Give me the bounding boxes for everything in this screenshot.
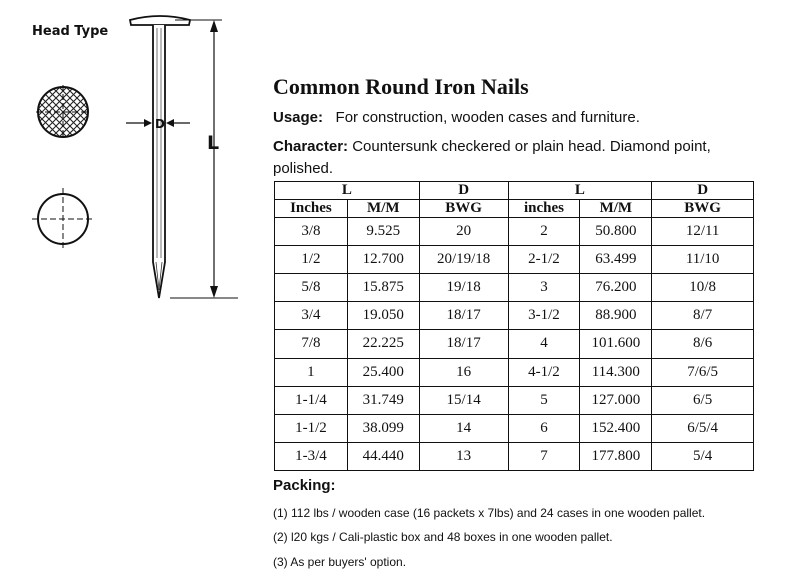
table-cell: 31.749 <box>347 386 419 414</box>
nail-side-view <box>130 16 190 298</box>
group-header-diameter-1: D <box>419 182 508 200</box>
table-cell: 6/5 <box>652 386 754 414</box>
checkered-head-view <box>36 85 90 139</box>
table-cell: 7/8 <box>275 330 348 358</box>
table-cell: 7 <box>508 442 580 470</box>
usage-line <box>273 108 640 128</box>
table-cell: 44.440 <box>347 442 419 470</box>
page-title: Common Round Iron Nails <box>273 74 529 99</box>
table-cell: 18/17 <box>419 330 508 358</box>
table-cell: 18/17 <box>419 302 508 330</box>
column-header: inches <box>508 200 580 218</box>
table-cell: 11/10 <box>652 246 754 274</box>
table-cell: 152.400 <box>580 414 652 442</box>
table-cell: 76.200 <box>580 274 652 302</box>
diameter-label: D <box>155 117 165 131</box>
column-header: Inches <box>275 200 348 218</box>
table-row <box>275 218 754 246</box>
table-cell: 22.225 <box>347 330 419 358</box>
table-cell: 9.525 <box>347 218 419 246</box>
table-cell: 4 <box>508 330 580 358</box>
packing-label: Packing: <box>273 477 336 494</box>
group-header-diameter-2: D <box>652 182 754 200</box>
table-cell: 5 <box>508 386 580 414</box>
group-header-length-2: L <box>508 182 652 200</box>
table-cell: 3-1/2 <box>508 302 580 330</box>
table-cell: 63.499 <box>580 246 652 274</box>
table-cell: 1/2 <box>275 246 348 274</box>
table-cell: 10/8 <box>652 274 754 302</box>
table-cell: 8/6 <box>652 330 754 358</box>
usage-label: Usage: <box>273 109 324 126</box>
table-cell: 2 <box>508 218 580 246</box>
length-label: L <box>207 132 220 154</box>
packing-item: (1) 112 lbs / wooden case (16 packets x 7lbs) and 24 cases in one wooden pallet. <box>273 506 706 520</box>
usage-text: For construction, wooden cases and furniture. <box>335 109 640 126</box>
table-cell: 7/6/5 <box>652 358 754 386</box>
character-line <box>273 136 763 180</box>
table-cell: 1 <box>275 358 348 386</box>
table-cell: 12/11 <box>652 218 754 246</box>
table-cell: 15/14 <box>419 386 508 414</box>
character-label: Character: <box>273 138 349 155</box>
table-cell: 177.800 <box>580 442 652 470</box>
table-cell: 50.800 <box>580 218 652 246</box>
column-header-row <box>275 200 754 218</box>
table-row <box>275 414 754 442</box>
table-cell: 101.600 <box>580 330 652 358</box>
nail-spec-table <box>274 181 754 471</box>
table-cell: 114.300 <box>580 358 652 386</box>
table-cell: 6 <box>508 414 580 442</box>
table-body <box>275 218 754 471</box>
table-row <box>275 442 754 470</box>
table-row <box>275 386 754 414</box>
head-type-label: Head Type <box>32 24 109 39</box>
character-text: Countersunk checkered or plain head. Diamond point, polished. <box>273 138 711 177</box>
table-cell: 1-1/2 <box>275 414 348 442</box>
table-cell: 3/4 <box>275 302 348 330</box>
length-dimension <box>170 20 238 298</box>
table-row <box>275 274 754 302</box>
table-cell: 1-3/4 <box>275 442 348 470</box>
packing-item: (3) As per buyers' option. <box>273 555 407 569</box>
table-cell: 8/7 <box>652 302 754 330</box>
table-cell: 38.099 <box>347 414 419 442</box>
group-header-length-1: L <box>275 182 420 200</box>
table-cell: 2-1/2 <box>508 246 580 274</box>
table-cell: 3 <box>508 274 580 302</box>
table-row <box>275 330 754 358</box>
column-header: M/M <box>580 200 652 218</box>
table-cell: 5/8 <box>275 274 348 302</box>
group-header-row <box>275 182 754 200</box>
table-row <box>275 358 754 386</box>
table-cell: 88.900 <box>580 302 652 330</box>
table-cell: 20/19/18 <box>419 246 508 274</box>
table-cell: 12.700 <box>347 246 419 274</box>
table-cell: 25.400 <box>347 358 419 386</box>
table-row <box>275 302 754 330</box>
table-cell: 16 <box>419 358 508 386</box>
table-cell: 6/5/4 <box>652 414 754 442</box>
table-cell: 14 <box>419 414 508 442</box>
table-cell: 4-1/2 <box>508 358 580 386</box>
table-cell: 127.000 <box>580 386 652 414</box>
table-cell: 3/8 <box>275 218 348 246</box>
table-row <box>275 246 754 274</box>
table-cell: 1-1/4 <box>275 386 348 414</box>
plain-head-view <box>32 188 94 250</box>
column-header: BWG <box>652 200 754 218</box>
table-cell: 15.875 <box>347 274 419 302</box>
table-cell: 19.050 <box>347 302 419 330</box>
table-cell: 19/18 <box>419 274 508 302</box>
table-cell: 20 <box>419 218 508 246</box>
nail-diagram <box>0 0 270 320</box>
table-cell: 5/4 <box>652 442 754 470</box>
column-header: BWG <box>419 200 508 218</box>
table-cell: 13 <box>419 442 508 470</box>
packing-item: (2) l20 kgs / Cali-plastic box and 48 boxes in one wooden pallet. <box>273 530 613 544</box>
column-header: M/M <box>347 200 419 218</box>
